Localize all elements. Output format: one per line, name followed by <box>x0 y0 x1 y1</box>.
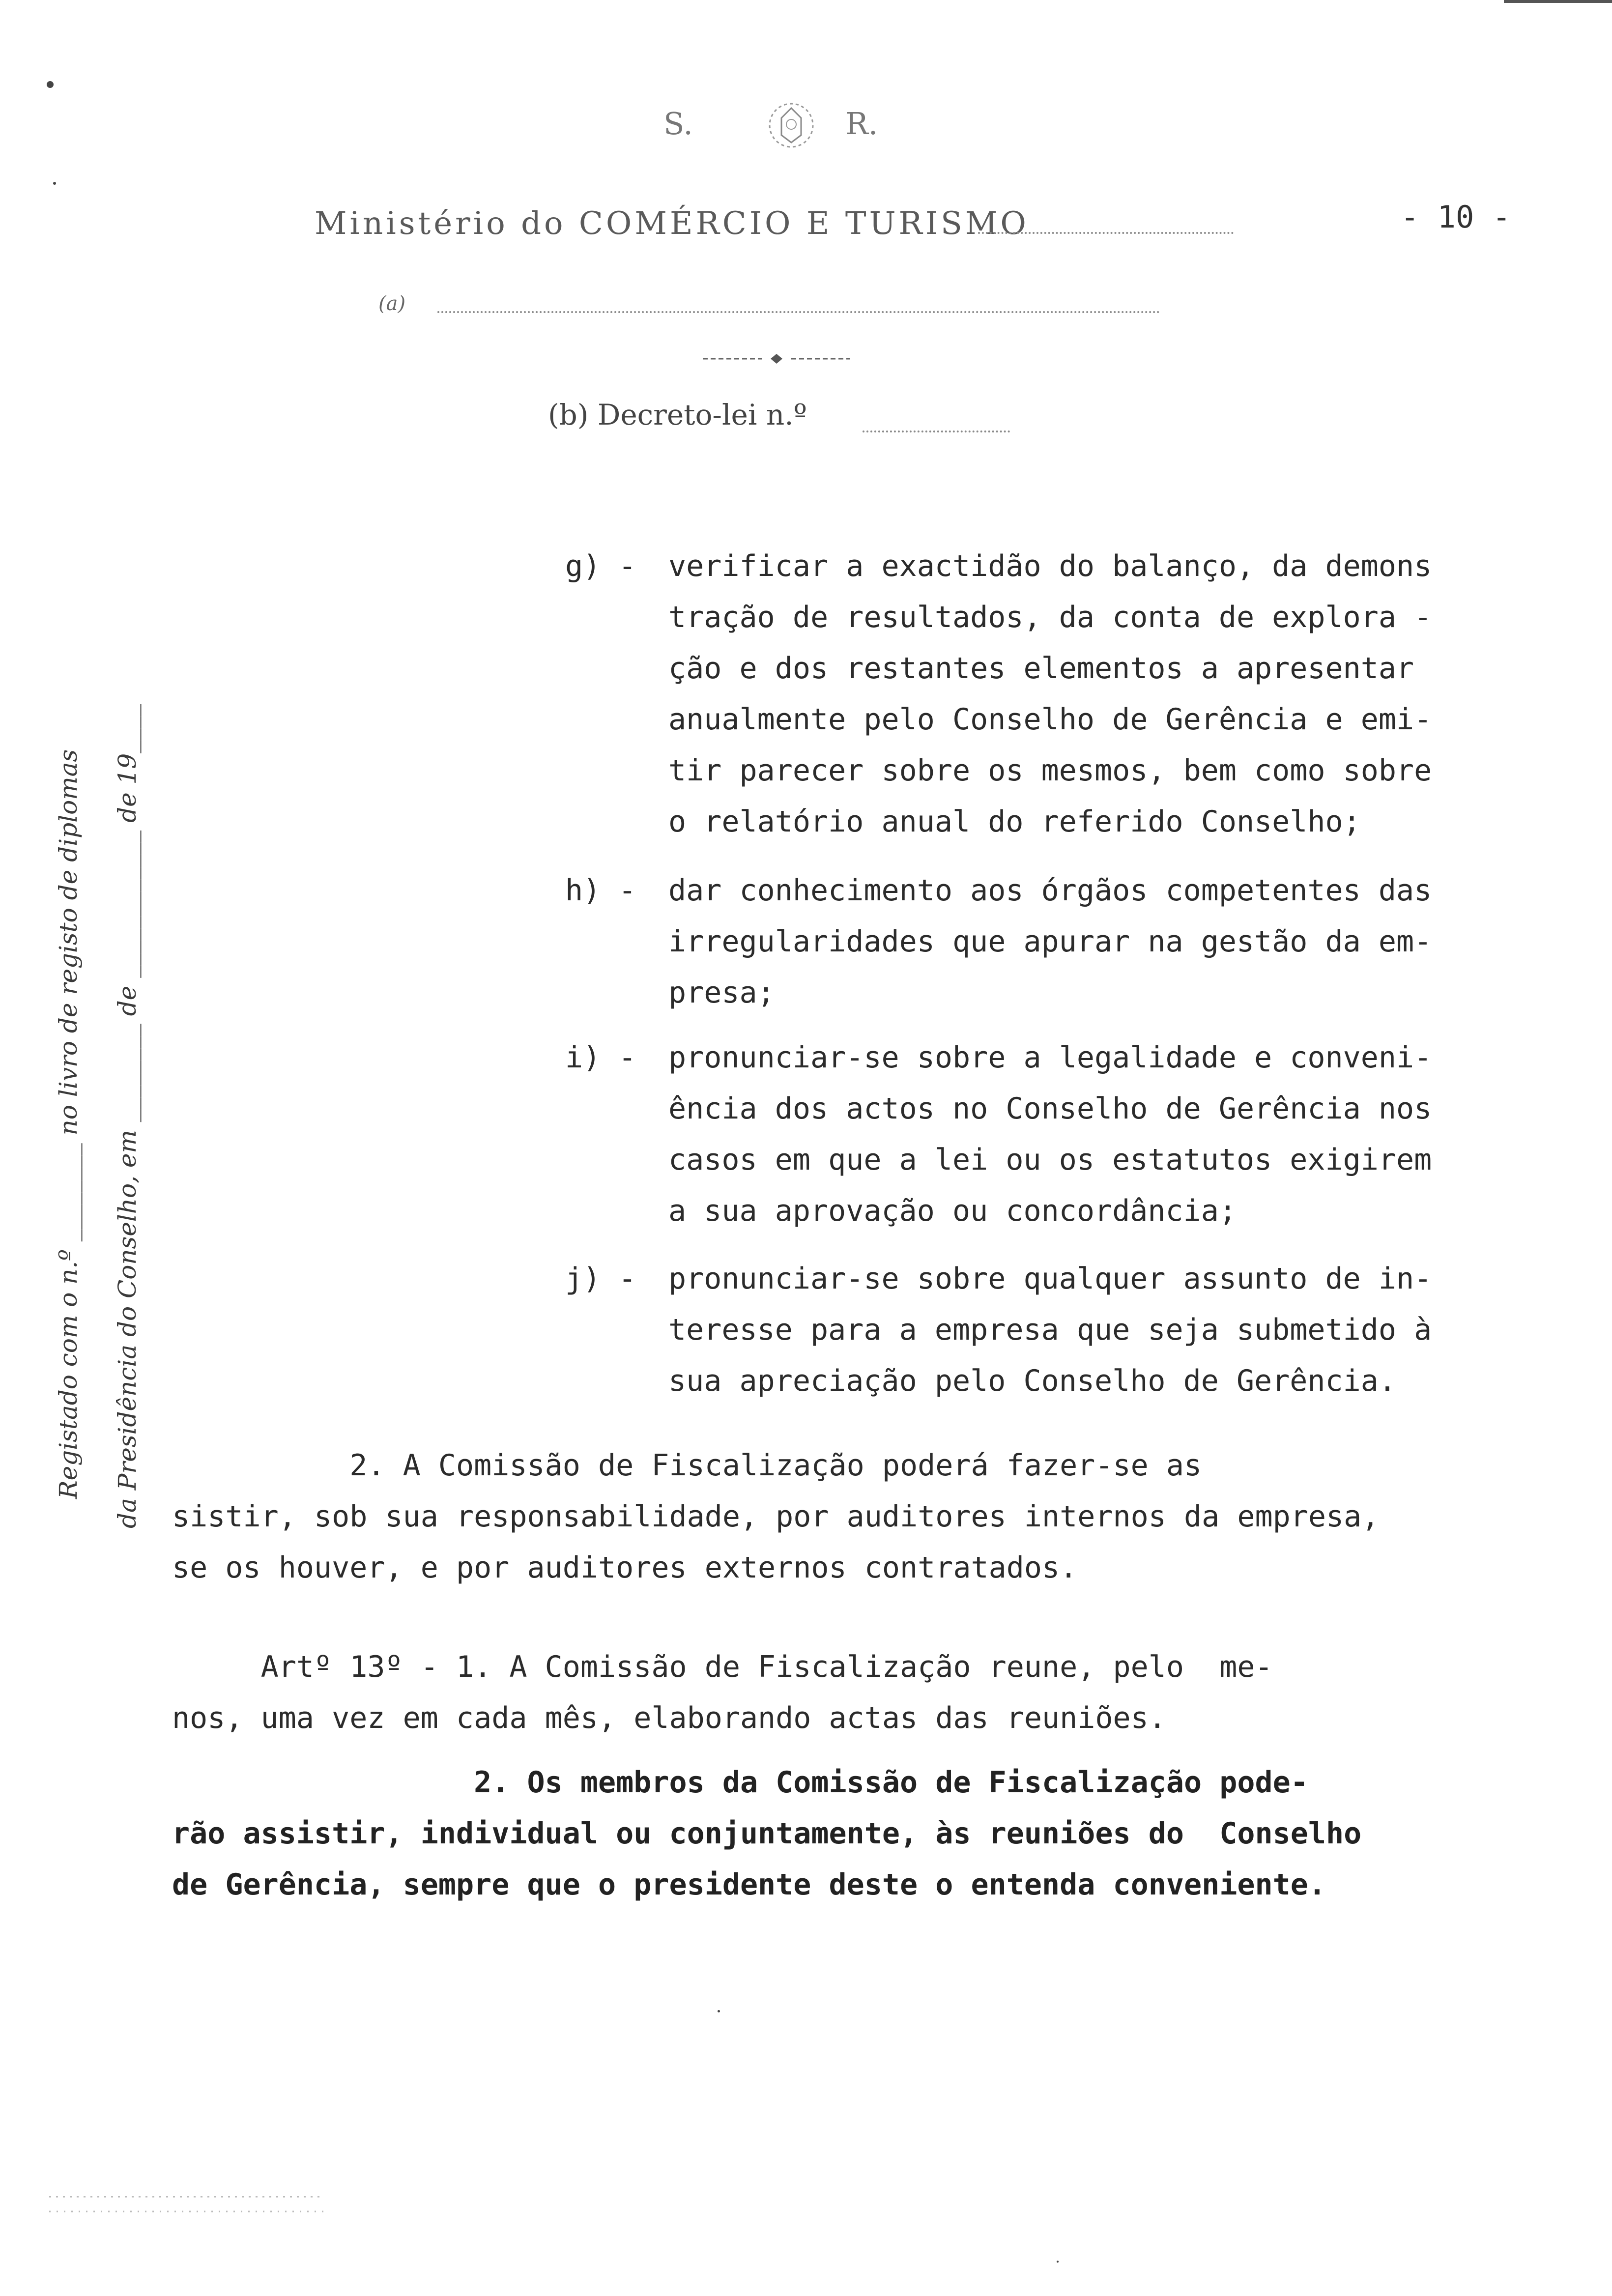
scan-speck <box>47 81 54 88</box>
item-line: a sua aprovação ou concordância; <box>668 1194 1237 1228</box>
item-line: ência dos actos no Conselho de Gerência nos <box>668 1091 1432 1126</box>
decree-header <box>548 398 1039 437</box>
ornamental-separator <box>703 351 850 366</box>
item-body <box>668 1032 1432 1236</box>
separator-diamond-icon <box>703 351 850 366</box>
item-marker: j) - <box>565 1262 636 1296</box>
paragraph-line: se os houver, e por auditores externos contratados. <box>172 1550 1078 1585</box>
scan-speck <box>1057 2261 1059 2263</box>
registration-margin-note-2 <box>113 704 142 1528</box>
list-item-h <box>565 865 1548 1018</box>
paragraph-line: sistir, sob sua responsabilidade, por auditores internos da empresa, <box>172 1499 1380 1534</box>
item-line: tir parecer sobre os mesmos, bem como sobre <box>668 753 1432 788</box>
item-body <box>668 541 1432 847</box>
item-marker: i) - <box>565 1040 636 1075</box>
page-number: - 10 - <box>1401 199 1511 235</box>
paragraph-2 <box>172 1440 1548 1593</box>
ministry-header <box>315 201 1238 246</box>
scan-speck <box>718 2010 720 2012</box>
crest-icon <box>757 91 826 160</box>
paragraph-line: rão assistir, individual ou conjuntamente, às reuniões do Conselho <box>172 1816 1362 1851</box>
item-marker: g) - <box>565 549 636 583</box>
footnote-a-dot-leader <box>437 311 1160 313</box>
margin-note-line-2: da Presidência do Conselho, em ________ de ____________ de 19____ <box>113 704 142 1528</box>
ministry-name: Ministério do COMÉRCIO E TURISMO <box>315 205 1029 242</box>
item-line: irregularidades que apurar na gestão da em- <box>668 924 1432 959</box>
emblem-initial-left: S. <box>663 106 693 142</box>
ministry-dot-leader <box>978 232 1234 234</box>
item-line: sua apreciação pelo Conselho de Gerência. <box>668 1364 1397 1398</box>
item-line: casos em que a lei ou os estatutos exigirem <box>668 1143 1432 1177</box>
item-marker: h) - <box>565 873 636 908</box>
paragraph-line: Artº 13º - 1. A Comissão de Fiscalização reune, pelo me- <box>172 1650 1273 1684</box>
item-body <box>668 865 1432 1018</box>
scan-speck <box>53 182 56 185</box>
list-item-j <box>565 1253 1548 1406</box>
item-line: verificar a exactidão do balanço, da demons <box>668 549 1432 583</box>
paragraph-line: de Gerência, sempre que o presidente deste o entenda conveniente. <box>172 1867 1326 1902</box>
item-line: anualmente pelo Conselho de Gerência e emi- <box>668 702 1432 737</box>
list-item-i <box>565 1032 1548 1236</box>
footnote-a-mark: (a) <box>378 292 406 315</box>
paragraph-line: 2. Os membros da Comissão de Fiscalização pode- <box>172 1765 1308 1800</box>
list-item-g <box>565 541 1548 847</box>
paragraph-line: 2. A Comissão de Fiscalização poderá fazer-se as <box>172 1448 1202 1483</box>
item-line: dar conhecimento aos órgãos competentes das <box>668 873 1432 908</box>
item-line: pronunciar-se sobre qualquer assunto de in- <box>668 1262 1432 1296</box>
item-line: presa; <box>668 976 775 1010</box>
decree-dot-leader <box>863 430 1010 432</box>
scan-noise-mark <box>49 2187 344 2226</box>
article-13-paragraph-1 <box>172 1641 1548 1744</box>
margin-note-line-1: Registado com o n.º ________ no livro de registo de diplomas <box>54 749 83 1499</box>
article-13-paragraph-2 <box>172 1757 1548 1910</box>
emblem-initial-right: R. <box>845 106 878 142</box>
decree-label: (b) Decreto-lei n.º <box>548 398 807 431</box>
footnote-a-line <box>378 292 1165 322</box>
paragraph-line: nos, uma vez em cada mês, elaborando actas das reuniões. <box>172 1701 1166 1735</box>
item-line: pronunciar-se sobre a legalidade e conveni- <box>668 1040 1432 1075</box>
item-line: ção e dos restantes elementos a apresentar <box>668 651 1414 686</box>
top-edge-rule <box>1504 0 1612 3</box>
header-emblem <box>654 91 929 160</box>
item-body <box>668 1253 1432 1406</box>
item-line: tração de resultados, da conta de explora - <box>668 600 1432 634</box>
item-line: o relatório anual do referido Conselho; <box>668 804 1361 839</box>
item-line: teresse para a empresa que seja submetido à <box>668 1313 1432 1347</box>
registration-margin-note <box>54 749 83 1499</box>
